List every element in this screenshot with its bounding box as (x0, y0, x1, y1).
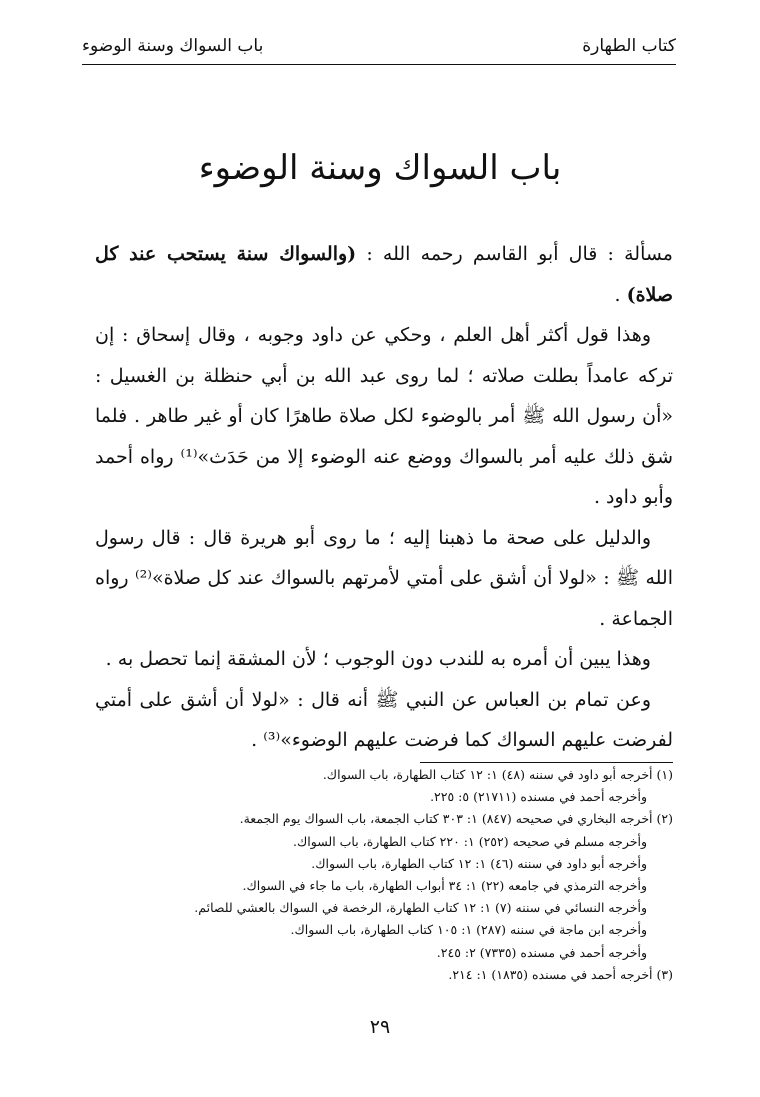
footnote-line: وأخرجه الترمذي في جامعه (٢٢) ١: ٣٤ أبواب الطهارة، باب ما جاء في السواك. (242, 878, 647, 894)
footnote-line: وأخرجه أبو داود في سننه (٤٦) ١: ١٢ كتاب الطهارة، باب السواك. (311, 855, 647, 871)
paragraph-opinions: وهذا قول أكثر أهل العلم ، وحكي عن داود وجوبه ، وقال إسحاق : إن تركه عامداً بطلت صلاته ؛ لما روى عبد الله بن أبي حنظلة بن الغسيل : «أن رسول الله ﷺ أمر بالوضوء لكل صلاة طاهرًا كان أو غير طاهر . فلما شق ذلك عليه أمر بالسواك ووضع عنه الوضوء إلا من حَدَث»⁽¹⁾ رواه أحمد وأبو داود . (95, 324, 673, 508)
footnote-line: وأخرجه أحمد في مسنده (٢١٧١١) ٥: ٢٢٥. (430, 789, 647, 805)
paragraph-evidence: والدليل على صحة ما ذهبنا إليه ؛ ما روى أبو هريرة قال : قال رسول الله ﷺ : «لولا أن أشق على أمتي لأمرتهم بالسواك عند كل صلاة»⁽²⁾ رواه الجماعة . (95, 526, 673, 630)
paragraph-narration: وعن تمام بن العباس عن النبي ﷺ أنه قال : «لولا أن أشق على أمتي لفرضت عليهم السواك كما فرضت عليهم الوضوء»⁽³⁾ . (95, 688, 673, 751)
issue-end: . (614, 283, 627, 306)
paragraph-explanation: وهذا يبين أن أمره به للندب دون الوجوب ؛ لأن المشقة إنما تحصل به . (105, 648, 651, 670)
footnote-line: وأخرجه النسائي في سننه (٧) ١: ١٢ كتاب الطهارة، الرخصة في السواك بالعشي للصائم. (194, 900, 647, 916)
running-header (82, 34, 676, 65)
page-number: ٢٩ (369, 1016, 391, 1038)
footnote-line: وأخرجه مسلم في صحيحه (٢٥٢) ١: ٢٢٠ كتاب الطهارة، باب السواك. (293, 833, 647, 849)
footnote-line: وأخرجه ابن ماجة في سننه (٢٨٧) ١: ١٠٥ كتاب الطهارة، باب السواك. (290, 922, 647, 938)
issue-statement: (والسواك سنة يستحب عند كل صلاة) (95, 243, 673, 306)
footnote-line: (١) أخرجه أبو داود في سننه (٤٨) ١: ١٢ كتاب الطهارة، باب السواك. (322, 767, 673, 782)
footnote-separator (420, 762, 673, 763)
header-chapter-title: باب السواك وسنة الوضوء (82, 36, 264, 56)
issue-lead: مسألة : قال أبو القاسم رحمه الله : (356, 243, 673, 265)
chapter-title: باب السواك وسنة الوضوء (198, 148, 562, 188)
footnote-line: (٢) أخرجه البخاري في صحيحه (٨٤٧) ١: ٣٠٣ كتاب الجمعة، باب السواك يوم الجمعة. (239, 811, 673, 827)
header-book-title: كتاب الطهارة (582, 36, 676, 56)
footnote-line: (٣) أخرجه أحمد في مسنده (١٨٣٥) ١: ٢١٤. (448, 966, 673, 982)
footnotes (194, 764, 673, 986)
paragraph-issue (95, 234, 673, 315)
footnote-line: وأخرجه أحمد في مسنده (٧٣٣٥) ٢: ٢٤٥. (436, 944, 647, 960)
main-text (95, 234, 673, 761)
